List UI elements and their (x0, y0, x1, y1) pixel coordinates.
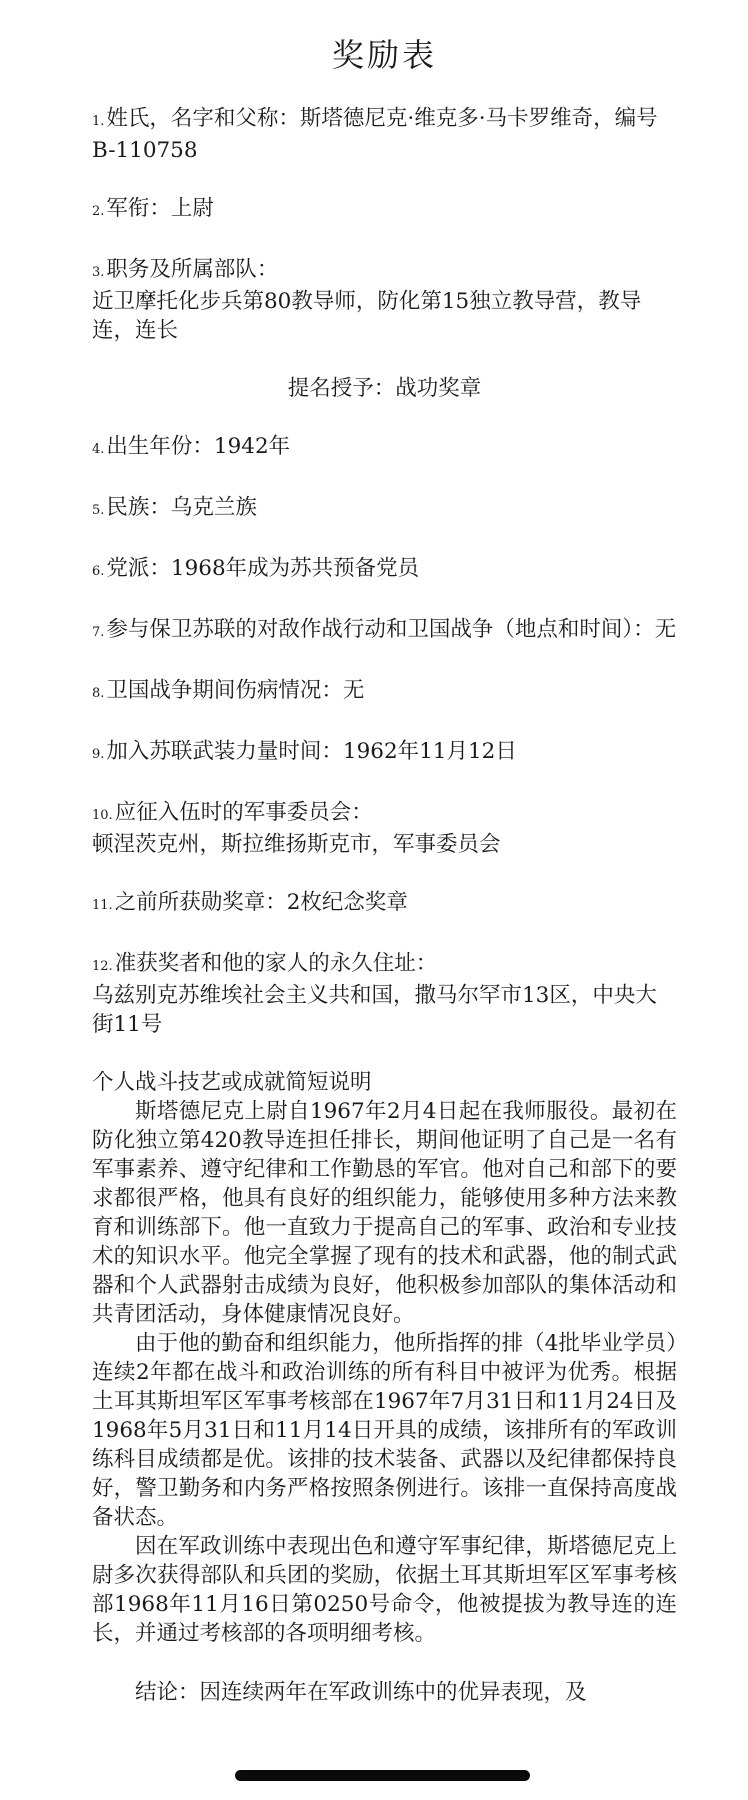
field-number: 4. (92, 442, 105, 457)
field-wounds (92, 676, 677, 708)
field-value: 乌兹别克苏维埃社会主义共和国，撒马尔罕市13区，中央大街11号 (92, 983, 657, 1037)
field-text: 职务及所属部队： (106, 257, 279, 282)
field-position (92, 255, 677, 345)
field-military-commissariat (92, 798, 677, 859)
field-text: 民族：乌克兰族 (106, 495, 257, 520)
field-text: 应征入伍时的军事委员会： (114, 800, 373, 825)
nomination: 提名授予：战功奖章 (287, 376, 482, 401)
field-text: 出生年份：1942年 (106, 434, 291, 459)
field-number: 7. (92, 625, 105, 640)
description-paragraph: 因在军政训练中表现出色和遵守军事纪律，斯塔德尼克上尉多次获得部队和兵团的奖励，依据土耳其斯坦军区军事考核部1968年11月16日第0250号命令，他被提拔为教导连的连长，并通过考核部的各项明细考核。 (92, 1534, 677, 1646)
field-number: 12. (92, 959, 113, 974)
field-service-start (92, 737, 677, 769)
field-text: 党派：1968年成为苏共预备党员 (106, 556, 420, 581)
field-number: 3. (92, 265, 105, 280)
conclusion-text: 结论：因连续两年在军政训练中的优异表现，及 (135, 1680, 587, 1705)
field-birth-year (92, 432, 677, 464)
field-number: 6. (92, 564, 105, 579)
award-sheet (92, 30, 677, 1707)
description-title: 个人战斗技艺或成就简短说明 (92, 1070, 372, 1095)
field-combat-operations (92, 615, 677, 647)
field-ethnicity (92, 493, 677, 525)
field-text: 卫国战争期间伤病情况：无 (106, 678, 365, 703)
field-text: 加入苏联武装力量时间：1962年11月12日 (106, 739, 517, 764)
field-number: 5. (92, 503, 105, 518)
document-title: 奖励表 (331, 36, 437, 74)
field-number: 1. (92, 114, 105, 129)
field-value: 近卫摩托化步兵第80教导师，防化第15独立教导营，教导连，连长 (92, 289, 642, 343)
description-paragraph: 斯塔德尼克上尉自1967年2月4日起在我师服役。最初在防化独立第420教导连担任排长，期间他证明了自己是一名有军事素养、遵守纪律和工作勤恳的军官。他对自己和部下的要求都很严格，他具有良好的组织能力，能够使用多种方法来教育和训练部下。他一直致力于提高自己的军事、政治和专业技术的知识水平。他完全掌握了现有的技术和武器，他的制式武器和个人武器射击成绩为良好，他积极参加部队的集体活动和共青团活动，身体健康情况良好。 (92, 1099, 677, 1327)
field-text: 准获奖者和他的家人的永久住址： (114, 951, 438, 976)
field-text: 姓氏，名字和父称：斯塔德尼克·维克多·马卡罗维奇，编号B-110758 (92, 106, 658, 163)
description-paragraph: 由于他的勤奋和组织能力，他所指挥的排（4批毕业学员）连续2年都在战斗和政治训练的所有科目中被评为优秀。根据土耳其斯坦军区军事考核部在1967年7月31日和11月24日及1968年5月31日和11月14日开具的成绩，该排所有的军政训练科目成绩都是优。该排的技术装备、武器以及纪律都保持良好，警卫勤务和内务严格按照条例进行。该排一直保持高度战备状态。 (92, 1331, 677, 1530)
field-text: 之前所获勋奖章：2枚纪念奖章 (114, 890, 408, 915)
field-previous-awards (92, 888, 677, 920)
field-home-address (92, 949, 677, 1039)
field-number: 11. (92, 898, 113, 913)
field-value: 顿涅茨克州，斯拉维扬斯克市，军事委员会 (92, 832, 501, 857)
field-text: 参与保卫苏联的对敌作战行动和卫国战争（地点和时间）：无 (106, 617, 677, 642)
field-number: 9. (92, 747, 105, 762)
field-number: 8. (92, 686, 105, 701)
field-party (92, 554, 677, 586)
field-rank (92, 194, 677, 226)
home-indicator[interactable] (235, 1770, 530, 1781)
field-number: 2. (92, 204, 105, 219)
field-number: 10. (92, 808, 113, 823)
field-name (92, 104, 677, 165)
field-text: 军衔：上尉 (106, 196, 214, 221)
